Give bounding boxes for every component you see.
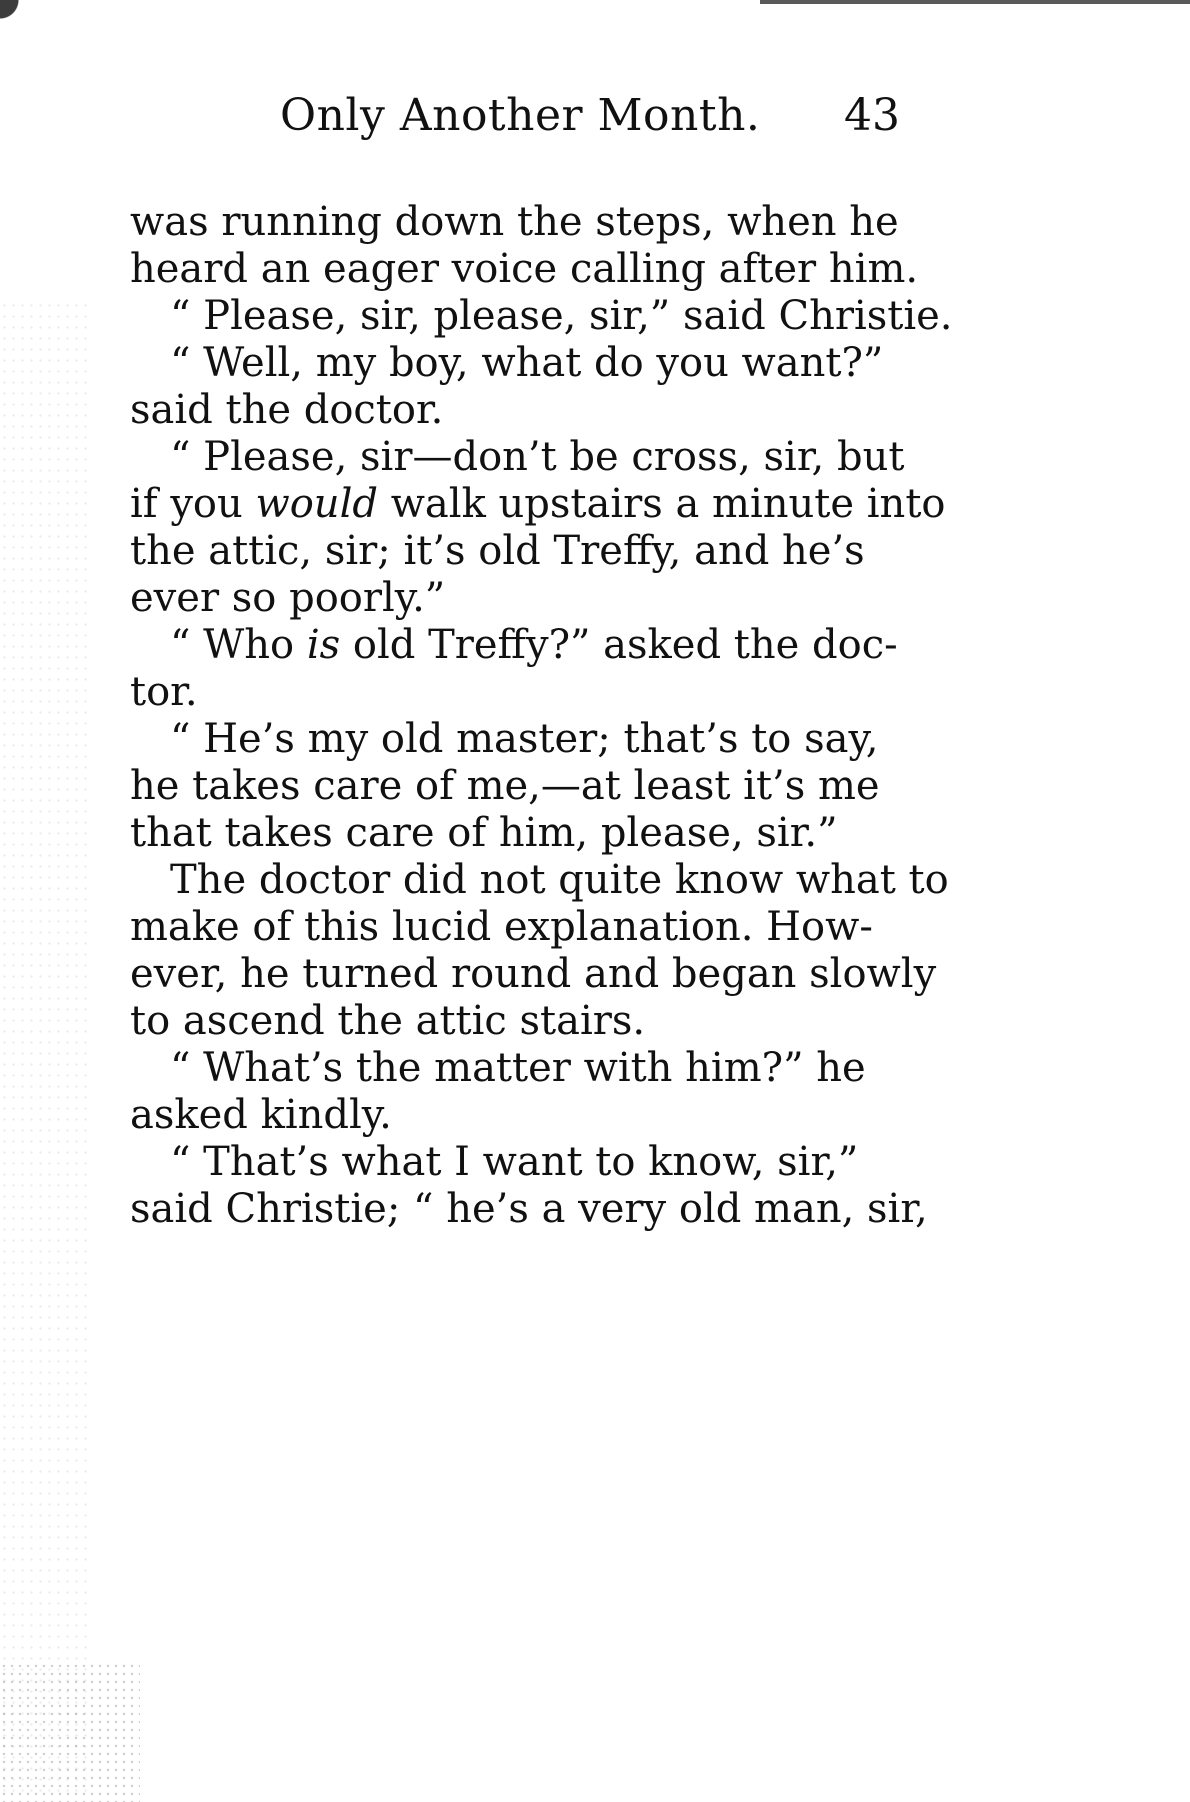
text-line: he takes care of me,—at least it’s me: [130, 763, 880, 809]
text-line: “ Please, sir—don’t be cross, sir, but: [170, 434, 905, 480]
running-title: Only Another Month.: [280, 90, 761, 141]
scan-corner-mark: [0, 0, 90, 70]
body-text: [130, 195, 953, 1315]
text-line: was running down the steps, when he: [130, 199, 899, 245]
text-line: “ He’s my old master; that’s to say,: [170, 716, 879, 762]
text-line: asked kindly.: [130, 1092, 392, 1138]
text-line: heard an eager voice calling after him.: [130, 246, 919, 292]
text-run: “ Who: [170, 622, 295, 668]
text-run: if you: [130, 481, 243, 527]
text-line: to ascend the attic stairs.: [130, 998, 646, 1044]
text-line: [130, 618, 898, 672]
text-line: The doctor did not quite know what to: [170, 857, 949, 903]
text-line: make of this lucid explanation. How-: [130, 904, 873, 950]
text-line: that takes care of him, please, sir.”: [130, 810, 838, 856]
text-run: old Treffy?” asked the doc-: [352, 622, 898, 668]
text-line: “ That’s what I want to know, sir,”: [170, 1139, 859, 1185]
italic-emphasis: would: [255, 481, 378, 527]
scan-top-edge-line: [760, 0, 1190, 4]
running-header: [280, 90, 900, 150]
scan-bottom-left-noise: [0, 1662, 140, 1802]
text-line: said the doctor.: [130, 387, 444, 433]
scan-left-margin-noise: [0, 300, 90, 1800]
text-line: [130, 477, 946, 531]
italic-emphasis: is: [306, 622, 341, 668]
text-line: the attic, sir; it’s old Treffy, and he’s: [130, 528, 865, 574]
page-number: 43: [844, 90, 900, 141]
text-line: “ What’s the matter with him?” he: [170, 1045, 866, 1091]
text-line: tor.: [130, 669, 198, 715]
text-line: said Christie; “ he’s a very old man, sir,: [130, 1186, 928, 1232]
text-run: walk upstairs a minute into: [390, 481, 946, 527]
text-line: ever, he turned round and began slowly: [130, 951, 937, 997]
text-line: “ Please, sir, please, sir,” said Christie.: [170, 293, 953, 339]
text-line: ever so poorly.”: [130, 575, 446, 621]
text-line: “ Well, my boy, what do you want?”: [170, 340, 884, 386]
